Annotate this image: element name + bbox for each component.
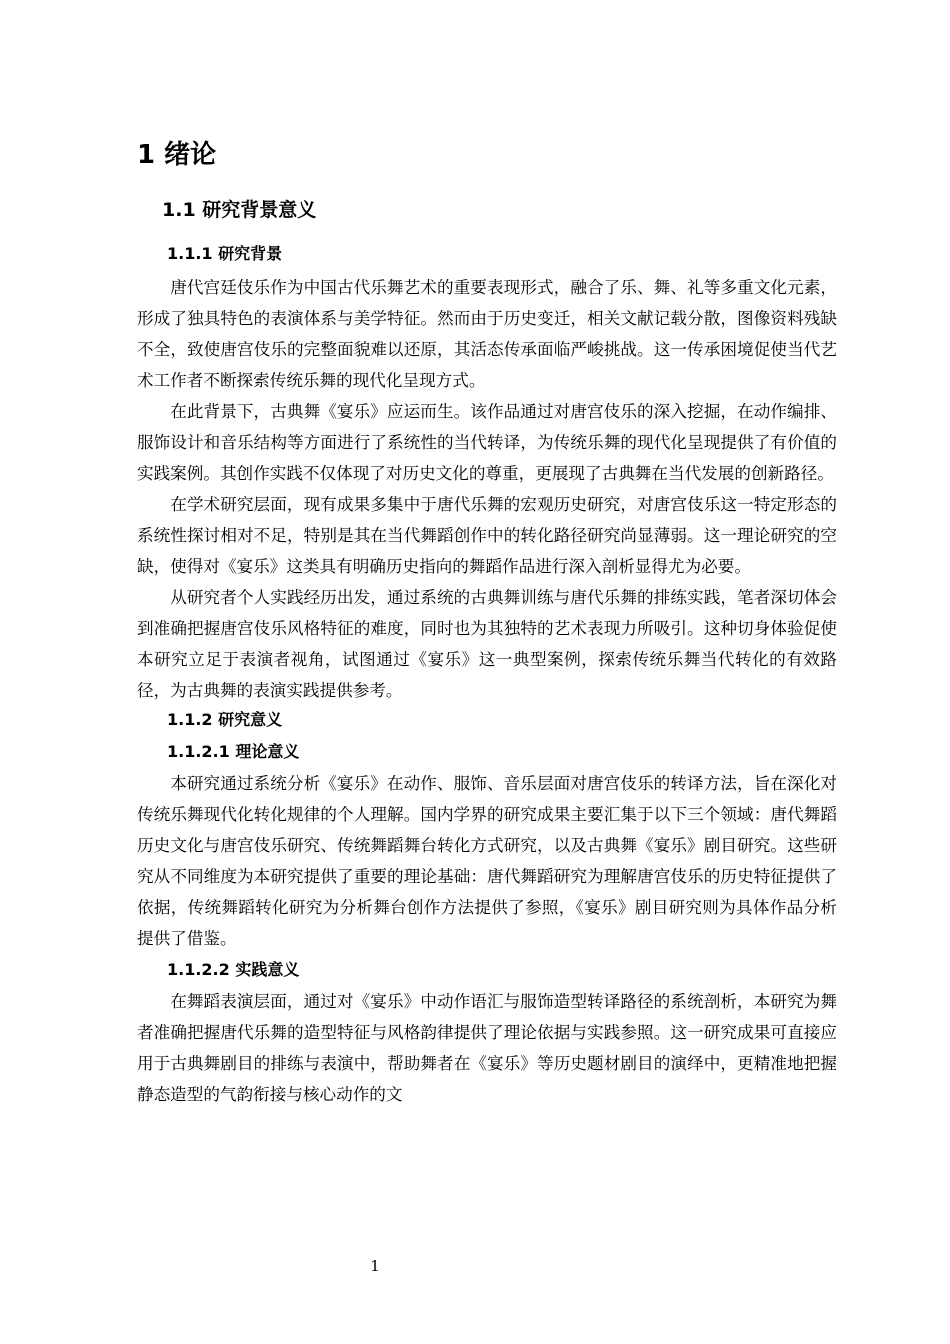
background-paragraph: 唐代宫廷伎乐作为中国古代乐舞艺术的重要表现形式，融合了乐、舞、礼等多重文化元素，形成了独具特色的表演体系与美学特征。然而由于历史变迁，相关文献记载分散，图像资料残缺不全，致使唐宫伎乐的完整面貌难以还原，其活态传承面临严峻挑战。这一传承困境促使当代艺术工作者不断探索传统乐舞的现代化呈现方式。: [137, 278, 837, 390]
background-paragraph: 在此背景下，古典舞《宴乐》应运而生。该作品通过对唐宫伎乐的深入挖掘，在动作编排、服饰设计和音乐结构等方面进行了系统性的当代转译，为传统乐舞的现代化呈现提供了有价值的实践案例。其创作实践不仅体现了对历史文化的尊重，更展现了古典舞在当代发展的创新路径。: [137, 402, 837, 483]
background-paragraph: 从研究者个人实践经历出发，通过系统的古典舞训练与唐代乐舞的排练实践，笔者深切体会到准确把握唐宫伎乐风格特征的难度，同时也为其独特的艺术表现力所吸引。这种切身体验促使本研究立足于表演者视角，试图通过《宴乐》这一典型案例，探索传统乐舞当代转化的有效路径，为古典舞的表演实践提供参考。: [137, 588, 837, 700]
practice-significance-paragraph: 在舞蹈表演层面，通过对《宴乐》中动作语汇与服饰造型转译路径的系统剖析，本研究为舞者准确把握唐代乐舞的造型特征与风格韵律提供了理论依据与实践参照。这一研究成果可直接应用于古典舞剧目的排练与表演中，帮助舞者在《宴乐》等历史题材剧目的演绎中，更精准地把握静态造型的气韵衔接与核心动作的文: [137, 992, 837, 1104]
section-1-1-2-heading: 1.1.2 研究意义: [167, 710, 283, 729]
background-paragraph: 在学术研究层面，现有成果多集中于唐代乐舞的宏观历史研究，对唐宫伎乐这一特定形态的系统性探讨相对不足，特别是其在当代舞蹈创作中的转化路径研究尚显薄弱。这一理论研究的空缺，使得对《宴乐》这类具有明确历史指向的舞蹈作品进行深入剖析显得尤为必要。: [137, 495, 837, 576]
section-1-1-2-2-heading: 1.1.2.2 实践意义: [167, 960, 300, 979]
page-body: [137, 138, 837, 1110]
section-1-1-1-heading: 1.1.1 研究背景: [167, 244, 283, 263]
section-1-1-heading: 1.1 研究背景意义: [162, 199, 317, 221]
page-number: 1: [370, 1257, 380, 1275]
section-1-1-2-1-heading: 1.1.2.1 理论意义: [167, 742, 300, 761]
chapter-title: 1 绪论: [137, 140, 217, 170]
theory-significance-paragraph: 本研究通过系统分析《宴乐》在动作、服饰、音乐层面对唐宫伎乐的转译方法，旨在深化对传统乐舞现代化转化规律的个人理解。国内学界的研究成果主要汇集于以下三个领域：唐代舞蹈历史文化与唐宫伎乐研究、传统舞蹈舞台转化方式研究，以及古典舞《宴乐》剧目研究。这些研究从不同维度为本研究提供了重要的理论基础：唐代舞蹈研究为理解唐宫伎乐的历史特征提供了依据，传统舞蹈转化研究为分析舞台创作方法提供了参照，《宴乐》剧目研究则为具体作品分析提供了借鉴。: [137, 774, 837, 948]
